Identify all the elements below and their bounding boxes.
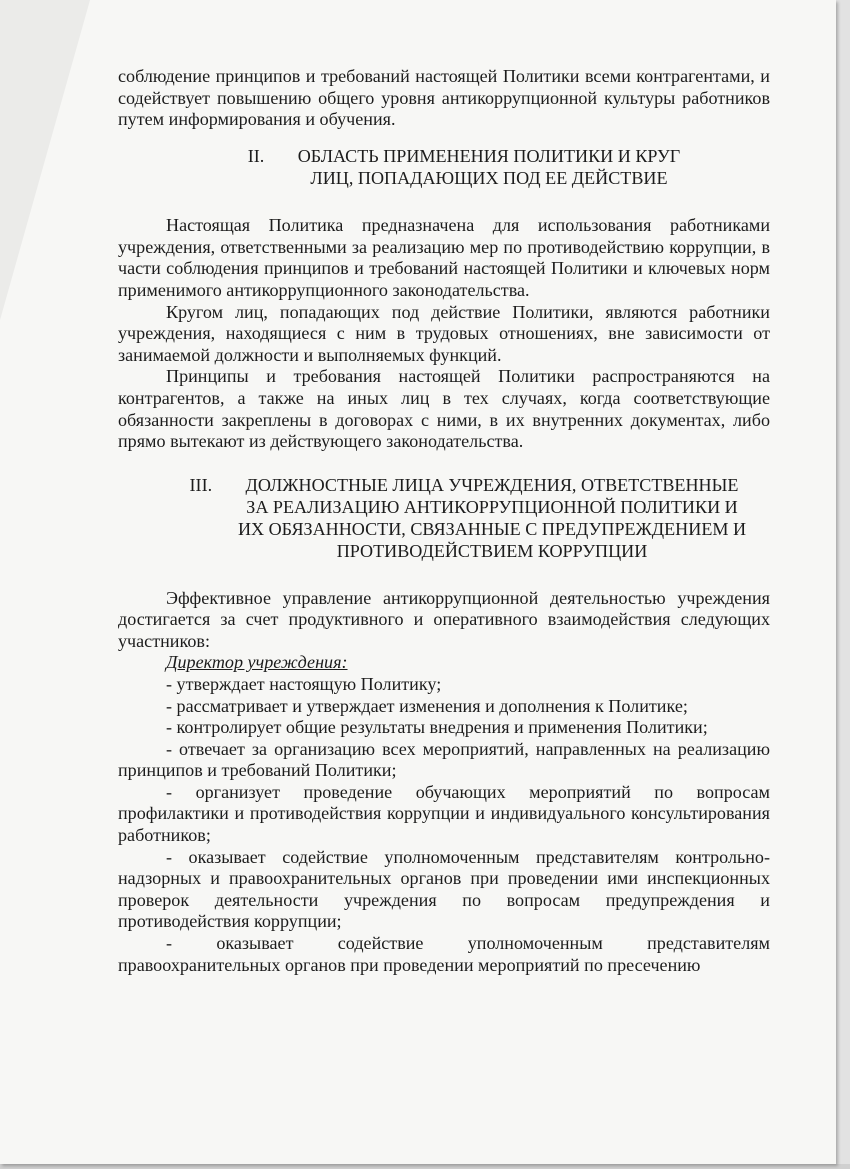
section-2-title-line-1: II. ОБЛАСТЬ ПРИМЕНЕНИЯ ПОЛИТИКИ И КРУГ (247, 145, 681, 166)
duty-item: - рассматривает и утверждает изменения и дополнения к Политике; (166, 695, 688, 716)
duty-item: - организует проведение обучающих мероприятий по вопросам профилактики и противодействия коррупции и индивидуального консультирования работников; (118, 781, 770, 846)
document-body (118, 66, 770, 976)
section-2-number: II. (247, 145, 265, 166)
director-label: Директор учреждения: (166, 652, 348, 673)
page-right-edge (836, 0, 850, 1169)
section-3-title-line-4: ПРОТИВОДЕЙСТВИЕМ КОРРУПЦИИ (336, 541, 648, 562)
section-3-number: III. (189, 474, 213, 495)
section-3-title-line-3: ИХ ОБЯЗАННОСТИ, СВЯЗАННЫЕ С ПРЕДУПРЕЖДЕНИЕМ И (237, 519, 747, 540)
duty-item: - отвечает за организацию всех мероприятий, направленных на реализацию принципов и требований Политики; (118, 738, 770, 781)
duty-item: - контролирует общие результаты внедрения и применения Политики; (166, 717, 708, 738)
director-label-line (118, 652, 770, 674)
duty-item: - оказывает содействие уполномоченным представителям контрольно-надзорных и правоохранительных органов при проведении ими инспекционных проверок деятельности учреждения по вопросам предупреждения и противодействия коррупции; (118, 846, 770, 932)
section-2-heading (118, 145, 770, 189)
page-bottom-edge (0, 1164, 850, 1169)
section-3-title-line-2: ЗА РЕАЛИЗАЦИЮ АНТИКОРРУПЦИОННОЙ ПОЛИТИКИ И (246, 496, 738, 517)
section-3-title-line-1: III. ДОЛЖНОСТНЫЕ ЛИЦА УЧРЕЖДЕНИЯ, ОТВЕТСТВЕННЫЕ (189, 474, 739, 495)
section-3-heading (118, 474, 770, 563)
section-3-intro: Эффективное управление антикоррупционной деятельностью учреждения достигается за счет продуктивного и оперативного взаимодействия следующих участников: (118, 587, 770, 651)
section-2-paragraph: Кругом лиц, попадающих под действие Политики, являются работники учреждения, находящиеся с ним в трудовых отношениях, вне зависимости от занимаемой должности и выполняемых функций. (118, 301, 770, 365)
duty-item: - оказывает содействие уполномоченным представителям правоохранительных органов при проведении мероприятий по пресечению (118, 933, 770, 975)
folded-corner (0, 0, 90, 320)
section-2-title-line-2: ЛИЦ, ПОПАДАЮЩИХ ПОД ЕЕ ДЕЙСТВИЕ (310, 167, 668, 188)
intro-paragraph: соблюдение принципов и требований настоящей Политики всеми контрагентами, и содействует повышению общего уровня антикоррупционной культуры работников путем информирования и обучения. (118, 66, 770, 130)
duty-item: - утверждает настоящую Политику; (166, 673, 442, 694)
section-2-paragraph: Настоящая Политика предназначена для использования работниками учреждения, ответственными за реализацию мер по противодействию коррупции, в части соблюдения принципов и требований настоящей Политики и ключевых норм применимого антикоррупционного законодательства. (118, 215, 770, 300)
section-2-paragraph: Принципы и требования настоящей Политики распространяются на контрагентов, а также на иных лиц в тех случаях, когда соответствующие обязанности закреплены в договорах с ними, в их внутренних документах, либо прямо вытекают из действующего законодательства. (118, 366, 770, 452)
